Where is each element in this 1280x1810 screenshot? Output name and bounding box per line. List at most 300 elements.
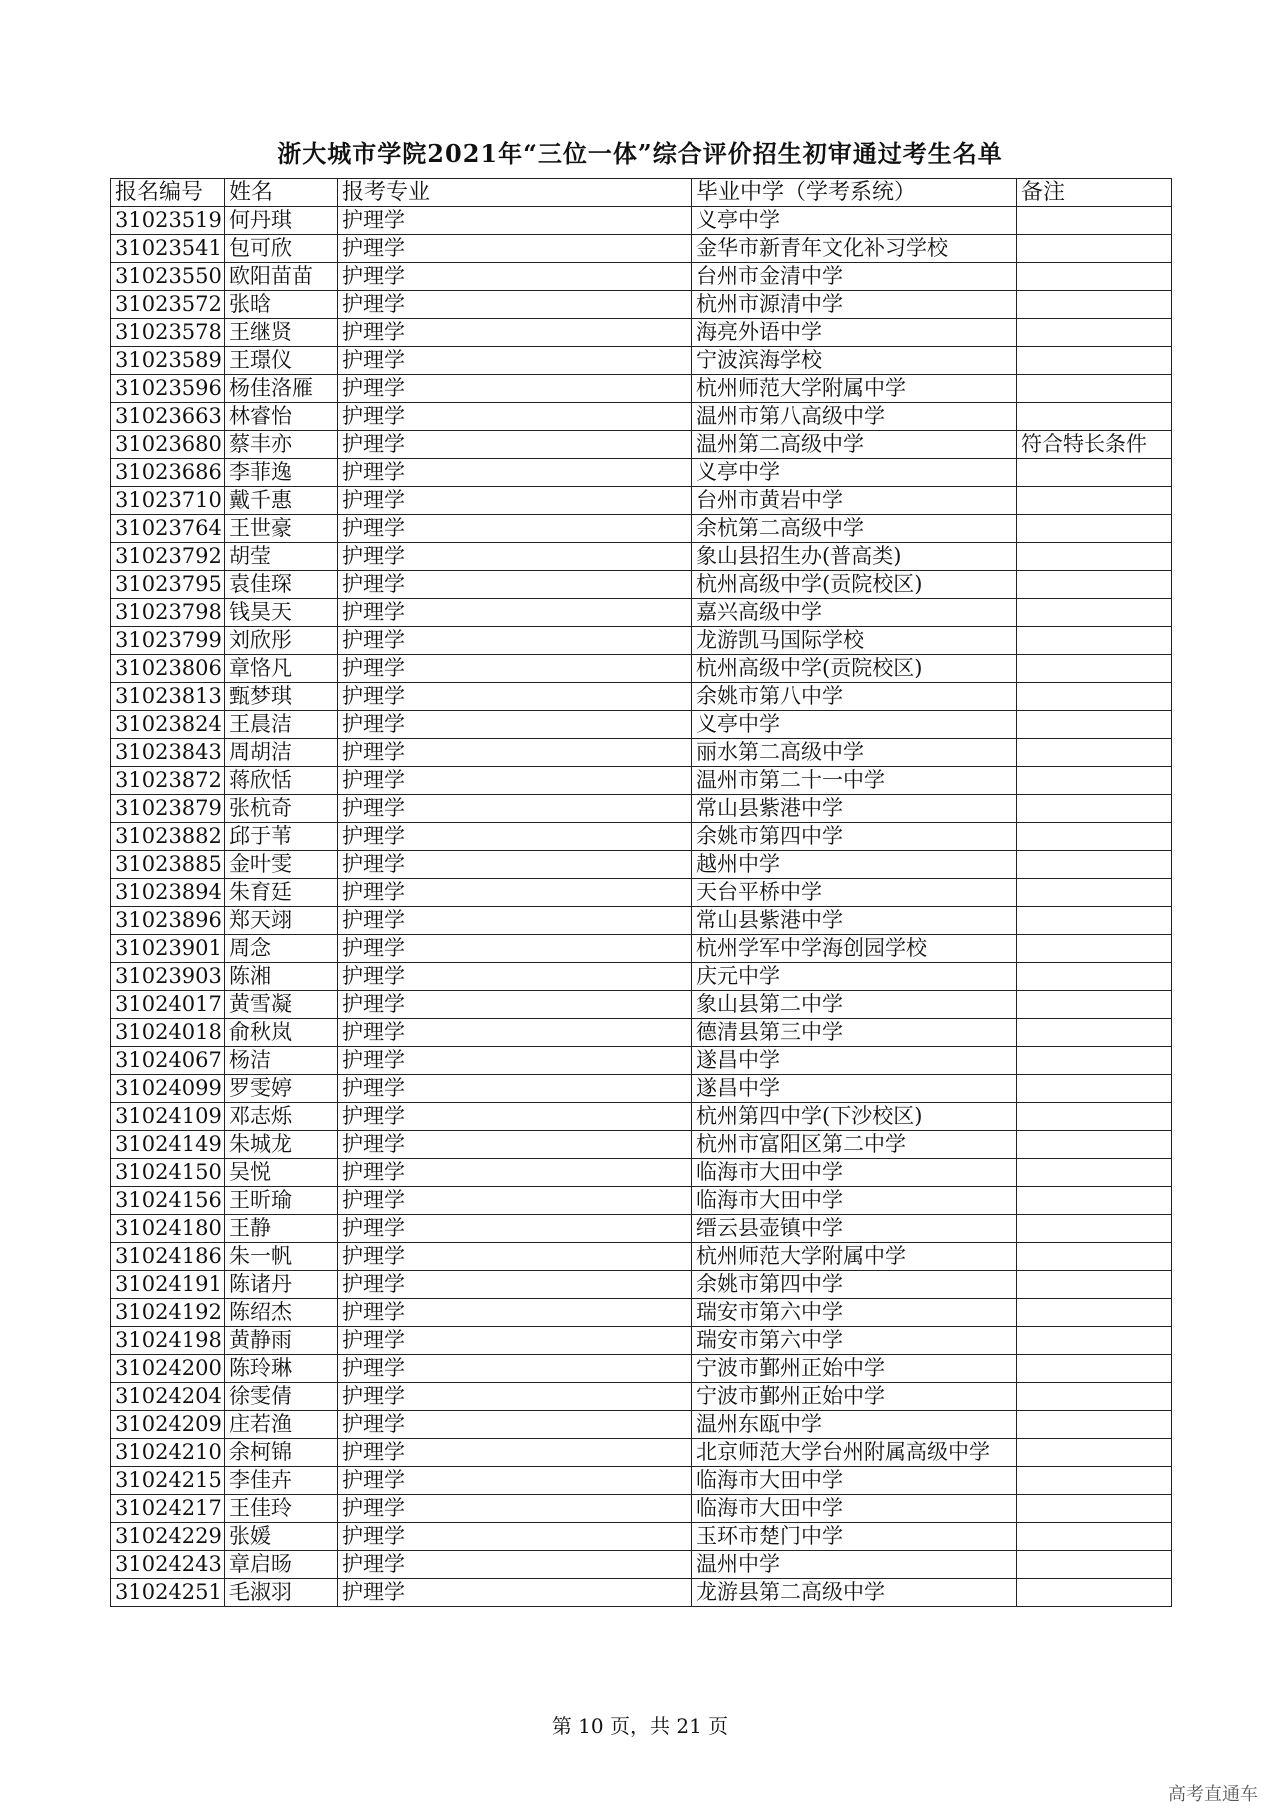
cell-registration-id: 31023680: [111, 431, 225, 459]
cell-remarks: [1017, 1495, 1172, 1523]
cell-school: 金华市新青年文化补习学校: [692, 235, 1017, 263]
table-row: [111, 795, 1172, 823]
cell-school: 台州市金清中学: [692, 263, 1017, 291]
cell-registration-id: 31023843: [111, 739, 225, 767]
header-school: 毕业中学（学考系统）: [692, 179, 1017, 207]
cell-name: 邓志烁: [225, 1103, 338, 1131]
table-row: [111, 1579, 1172, 1607]
cell-remarks: [1017, 879, 1172, 907]
table-row: [111, 907, 1172, 935]
cell-remarks: [1017, 1131, 1172, 1159]
cell-school: 余姚市第四中学: [692, 1271, 1017, 1299]
table-row: [111, 403, 1172, 431]
table-row: [111, 487, 1172, 515]
cell-school: 余姚市第八中学: [692, 683, 1017, 711]
cell-name: 陈湘: [225, 963, 338, 991]
table-row: [111, 515, 1172, 543]
cell-remarks: [1017, 1439, 1172, 1467]
cell-school: 杭州师范大学附属中学: [692, 1243, 1017, 1271]
cell-name: 朱一帆: [225, 1243, 338, 1271]
cell-registration-id: 31023710: [111, 487, 225, 515]
cell-remarks: [1017, 1579, 1172, 1607]
table-row: [111, 599, 1172, 627]
cell-major: 护理学: [338, 963, 692, 991]
cell-school: 杭州市源清中学: [692, 291, 1017, 319]
cell-remarks: [1017, 1467, 1172, 1495]
table-row: [111, 235, 1172, 263]
cell-name: 周念: [225, 935, 338, 963]
cell-major: 护理学: [338, 1299, 692, 1327]
cell-school: 常山县紫港中学: [692, 795, 1017, 823]
cell-school: 丽水第二高级中学: [692, 739, 1017, 767]
watermark-text: 高考直通车: [1168, 1784, 1258, 1805]
cell-major: 护理学: [338, 1411, 692, 1439]
page-number: 第 10 页，共 21 页: [551, 1714, 729, 1738]
cell-school: 临海市大田中学: [692, 1159, 1017, 1187]
cell-remarks: [1017, 1327, 1172, 1355]
table-row: [111, 991, 1172, 1019]
cell-name: 刘欣彤: [225, 627, 338, 655]
cell-school: 义亭中学: [692, 711, 1017, 739]
cell-registration-id: 31024180: [111, 1215, 225, 1243]
cell-major: 护理学: [338, 879, 692, 907]
cell-remarks: [1017, 1383, 1172, 1411]
cell-remarks: [1017, 907, 1172, 935]
cell-name: 张晗: [225, 291, 338, 319]
cell-major: 护理学: [338, 711, 692, 739]
cell-school: 义亭中学: [692, 207, 1017, 235]
cell-school: 遂昌中学: [692, 1075, 1017, 1103]
cell-school: 台州市黄岩中学: [692, 487, 1017, 515]
table-row: [111, 1159, 1172, 1187]
table-row: [111, 851, 1172, 879]
cell-name: 黄静雨: [225, 1327, 338, 1355]
cell-registration-id: 31023894: [111, 879, 225, 907]
cell-registration-id: 31024217: [111, 1495, 225, 1523]
cell-name: 何丹琪: [225, 207, 338, 235]
cell-major: 护理学: [338, 1103, 692, 1131]
cell-remarks: [1017, 1047, 1172, 1075]
cell-registration-id: 31024229: [111, 1523, 225, 1551]
cell-registration-id: 31024186: [111, 1243, 225, 1271]
cell-name: 袁佳琛: [225, 571, 338, 599]
cell-name: 毛淑羽: [225, 1579, 338, 1607]
cell-school: 温州中学: [692, 1551, 1017, 1579]
cell-registration-id: 31024150: [111, 1159, 225, 1187]
cell-remarks: [1017, 1299, 1172, 1327]
cell-remarks: [1017, 1019, 1172, 1047]
cell-remarks: [1017, 235, 1172, 263]
cell-registration-id: 31024243: [111, 1551, 225, 1579]
cell-major: 护理学: [338, 739, 692, 767]
cell-school: 温州东瓯中学: [692, 1411, 1017, 1439]
cell-name: 李菲逸: [225, 459, 338, 487]
cell-registration-id: 31023879: [111, 795, 225, 823]
cell-school: 温州市第八高级中学: [692, 403, 1017, 431]
cell-major: 护理学: [338, 907, 692, 935]
cell-major: 护理学: [338, 767, 692, 795]
cell-school: 德清县第三中学: [692, 1019, 1017, 1047]
table-row: [111, 1047, 1172, 1075]
cell-registration-id: 31024017: [111, 991, 225, 1019]
table-row: [111, 683, 1172, 711]
cell-name: 罗雯婷: [225, 1075, 338, 1103]
cell-school: 天台平桥中学: [692, 879, 1017, 907]
cell-remarks: [1017, 1243, 1172, 1271]
cell-name: 林睿怡: [225, 403, 338, 431]
cell-remarks: [1017, 739, 1172, 767]
cell-name: 邱于苇: [225, 823, 338, 851]
cell-remarks: [1017, 1187, 1172, 1215]
cell-name: 李佳卉: [225, 1467, 338, 1495]
cell-major: 护理学: [338, 1495, 692, 1523]
cell-major: 护理学: [338, 1551, 692, 1579]
cell-remarks: [1017, 1523, 1172, 1551]
cell-registration-id: 31023795: [111, 571, 225, 599]
cell-school: 象山县招生办(普高类): [692, 543, 1017, 571]
cell-major: 护理学: [338, 207, 692, 235]
table-row: [111, 627, 1172, 655]
cell-major: 护理学: [338, 459, 692, 487]
cell-name: 徐雯倩: [225, 1383, 338, 1411]
cell-remarks: [1017, 263, 1172, 291]
cell-school: 瑞安市第六中学: [692, 1299, 1017, 1327]
cell-registration-id: 31023872: [111, 767, 225, 795]
cell-major: 护理学: [338, 851, 692, 879]
cell-major: 护理学: [338, 375, 692, 403]
cell-school: 杭州市富阳区第二中学: [692, 1131, 1017, 1159]
cell-registration-id: 31024251: [111, 1579, 225, 1607]
cell-major: 护理学: [338, 935, 692, 963]
table-row: [111, 431, 1172, 459]
header-name: 姓名: [225, 179, 338, 207]
cell-registration-id: 31024215: [111, 1467, 225, 1495]
cell-major: 护理学: [338, 571, 692, 599]
cell-school: 玉环市楚门中学: [692, 1523, 1017, 1551]
cell-remarks: [1017, 1551, 1172, 1579]
cell-school: 遂昌中学: [692, 1047, 1017, 1075]
cell-name: 章启旸: [225, 1551, 338, 1579]
cell-registration-id: 31023901: [111, 935, 225, 963]
cell-school: 余杭第二高级中学: [692, 515, 1017, 543]
cell-school: 瑞安市第六中学: [692, 1327, 1017, 1355]
table-row: [111, 823, 1172, 851]
candidate-table: [110, 178, 1172, 1607]
cell-registration-id: 31024198: [111, 1327, 225, 1355]
cell-name: 金叶雯: [225, 851, 338, 879]
cell-name: 庄若渔: [225, 1411, 338, 1439]
table-row: [111, 1131, 1172, 1159]
cell-registration-id: 31023806: [111, 655, 225, 683]
cell-registration-id: 31024204: [111, 1383, 225, 1411]
cell-name: 周胡洁: [225, 739, 338, 767]
cell-remarks: [1017, 207, 1172, 235]
cell-remarks: [1017, 459, 1172, 487]
cell-remarks: [1017, 291, 1172, 319]
cell-registration-id: 31023596: [111, 375, 225, 403]
cell-major: 护理学: [338, 1215, 692, 1243]
cell-school: 庆元中学: [692, 963, 1017, 991]
cell-major: 护理学: [338, 1047, 692, 1075]
table-row: [111, 655, 1172, 683]
cell-name: 蔡丰亦: [225, 431, 338, 459]
cell-major: 护理学: [338, 1579, 692, 1607]
cell-major: 护理学: [338, 1131, 692, 1159]
cell-major: 护理学: [338, 991, 692, 1019]
cell-school: 临海市大田中学: [692, 1495, 1017, 1523]
table-row: [111, 375, 1172, 403]
cell-registration-id: 31023686: [111, 459, 225, 487]
cell-major: 护理学: [338, 543, 692, 571]
cell-school: 临海市大田中学: [692, 1187, 1017, 1215]
cell-registration-id: 31024192: [111, 1299, 225, 1327]
cell-major: 护理学: [338, 1159, 692, 1187]
table-row: [111, 1383, 1172, 1411]
cell-school: 宁波滨海学校: [692, 347, 1017, 375]
cell-remarks: [1017, 963, 1172, 991]
cell-name: 黄雪凝: [225, 991, 338, 1019]
cell-registration-id: 31023663: [111, 403, 225, 431]
cell-school: 杭州第四中学(下沙校区): [692, 1103, 1017, 1131]
document-title: 浙大城市学院2021年“三位一体”综合评价招生初审通过考生名单: [277, 139, 1003, 168]
cell-name: 郑天翊: [225, 907, 338, 935]
table-row: [111, 319, 1172, 347]
cell-registration-id: 31023799: [111, 627, 225, 655]
cell-name: 余柯锦: [225, 1439, 338, 1467]
cell-remarks: [1017, 319, 1172, 347]
cell-name: 王继贤: [225, 319, 338, 347]
cell-major: 护理学: [338, 795, 692, 823]
cell-remarks: [1017, 515, 1172, 543]
cell-name: 陈诸丹: [225, 1271, 338, 1299]
cell-registration-id: 31023764: [111, 515, 225, 543]
cell-registration-id: 31023896: [111, 907, 225, 935]
cell-registration-id: 31023589: [111, 347, 225, 375]
cell-name: 章恪凡: [225, 655, 338, 683]
cell-registration-id: 31023882: [111, 823, 225, 851]
cell-remarks: [1017, 487, 1172, 515]
cell-school: 杭州师范大学附属中学: [692, 375, 1017, 403]
cell-major: 护理学: [338, 319, 692, 347]
cell-registration-id: 31023813: [111, 683, 225, 711]
table-row: [111, 879, 1172, 907]
cell-name: 王佳玲: [225, 1495, 338, 1523]
header-registration-id: 报名编号: [111, 179, 225, 207]
table-row: [111, 207, 1172, 235]
table-row: [111, 1439, 1172, 1467]
cell-major: 护理学: [338, 515, 692, 543]
table-row: [111, 1271, 1172, 1299]
cell-major: 护理学: [338, 599, 692, 627]
cell-school: 常山县紫港中学: [692, 907, 1017, 935]
cell-school: 温州市第二十一中学: [692, 767, 1017, 795]
cell-major: 护理学: [338, 235, 692, 263]
cell-remarks: [1017, 1215, 1172, 1243]
table-row: [111, 1523, 1172, 1551]
cell-major: 护理学: [338, 1355, 692, 1383]
cell-registration-id: 31024209: [111, 1411, 225, 1439]
cell-name: 钱昊天: [225, 599, 338, 627]
cell-name: 戴千惠: [225, 487, 338, 515]
table-row: [111, 1495, 1172, 1523]
table-row: [111, 1215, 1172, 1243]
cell-name: 张杭奇: [225, 795, 338, 823]
cell-major: 护理学: [338, 1467, 692, 1495]
table-row: [111, 1467, 1172, 1495]
table-header-row: [111, 179, 1172, 207]
cell-major: 护理学: [338, 1439, 692, 1467]
cell-school: 嘉兴高级中学: [692, 599, 1017, 627]
table-row: [111, 1299, 1172, 1327]
table-row: [111, 291, 1172, 319]
table-row: [111, 543, 1172, 571]
table-row: [111, 1355, 1172, 1383]
cell-remarks: [1017, 347, 1172, 375]
cell-name: 陈绍杰: [225, 1299, 338, 1327]
cell-school: 龙游凯马国际学校: [692, 627, 1017, 655]
cell-registration-id: 31024099: [111, 1075, 225, 1103]
table-row: [111, 1075, 1172, 1103]
cell-registration-id: 31023519: [111, 207, 225, 235]
cell-major: 护理学: [338, 487, 692, 515]
cell-name: 王静: [225, 1215, 338, 1243]
cell-remarks: [1017, 375, 1172, 403]
cell-registration-id: 31023885: [111, 851, 225, 879]
cell-name: 王晨洁: [225, 711, 338, 739]
table-row: [111, 459, 1172, 487]
header-major: 报考专业: [338, 179, 692, 207]
cell-remarks: [1017, 571, 1172, 599]
cell-major: 护理学: [338, 431, 692, 459]
cell-remarks: [1017, 1355, 1172, 1383]
cell-school: 杭州高级中学(贡院校区): [692, 571, 1017, 599]
cell-remarks: [1017, 711, 1172, 739]
cell-school: 龙游县第二高级中学: [692, 1579, 1017, 1607]
cell-school: 杭州高级中学(贡院校区): [692, 655, 1017, 683]
header-remarks: 备注: [1017, 179, 1172, 207]
cell-name: 包可欣: [225, 235, 338, 263]
cell-major: 护理学: [338, 263, 692, 291]
cell-registration-id: 31023578: [111, 319, 225, 347]
cell-name: 陈玲琳: [225, 1355, 338, 1383]
cell-remarks: [1017, 1271, 1172, 1299]
cell-name: 杨佳洛雁: [225, 375, 338, 403]
cell-school: 缙云县壶镇中学: [692, 1215, 1017, 1243]
cell-school: 温州第二高级中学: [692, 431, 1017, 459]
table-row: [111, 571, 1172, 599]
cell-registration-id: 31024067: [111, 1047, 225, 1075]
table-row: [111, 1187, 1172, 1215]
cell-school: 义亭中学: [692, 459, 1017, 487]
cell-major: 护理学: [338, 403, 692, 431]
cell-major: 护理学: [338, 1187, 692, 1215]
cell-registration-id: 31024018: [111, 1019, 225, 1047]
cell-name: 胡莹: [225, 543, 338, 571]
cell-major: 护理学: [338, 627, 692, 655]
cell-remarks: [1017, 851, 1172, 879]
cell-name: 王昕瑜: [225, 1187, 338, 1215]
cell-remarks: [1017, 627, 1172, 655]
table-row: [111, 1243, 1172, 1271]
cell-registration-id: 31023824: [111, 711, 225, 739]
cell-name: 张媛: [225, 1523, 338, 1551]
cell-school: 海亮外语中学: [692, 319, 1017, 347]
cell-remarks: [1017, 655, 1172, 683]
cell-remarks: [1017, 991, 1172, 1019]
cell-school: 宁波市鄞州正始中学: [692, 1383, 1017, 1411]
table-row: [111, 347, 1172, 375]
table-row: [111, 767, 1172, 795]
cell-major: 护理学: [338, 1075, 692, 1103]
cell-registration-id: 31024191: [111, 1271, 225, 1299]
cell-registration-id: 31024156: [111, 1187, 225, 1215]
cell-school: 余姚市第四中学: [692, 823, 1017, 851]
cell-registration-id: 31024109: [111, 1103, 225, 1131]
table-row: [111, 1103, 1172, 1131]
cell-name: 欧阳苗苗: [225, 263, 338, 291]
cell-registration-id: 31023903: [111, 963, 225, 991]
cell-school: 杭州学军中学海创园学校: [692, 935, 1017, 963]
cell-major: 护理学: [338, 1271, 692, 1299]
cell-major: 护理学: [338, 823, 692, 851]
cell-major: 护理学: [338, 1383, 692, 1411]
cell-name: 王璟仪: [225, 347, 338, 375]
cell-registration-id: 31023792: [111, 543, 225, 571]
cell-remarks: [1017, 1103, 1172, 1131]
cell-major: 护理学: [338, 1523, 692, 1551]
cell-registration-id: 31023798: [111, 599, 225, 627]
cell-remarks: [1017, 935, 1172, 963]
cell-remarks: [1017, 1411, 1172, 1439]
cell-name: 甄梦琪: [225, 683, 338, 711]
cell-school: 宁波市鄞州正始中学: [692, 1355, 1017, 1383]
cell-major: 护理学: [338, 683, 692, 711]
cell-name: 朱育廷: [225, 879, 338, 907]
cell-remarks: 符合特长条件: [1017, 431, 1172, 459]
cell-registration-id: 31023541: [111, 235, 225, 263]
cell-name: 蒋欣恬: [225, 767, 338, 795]
table-row: [111, 1411, 1172, 1439]
cell-name: 王世豪: [225, 515, 338, 543]
cell-school: 象山县第二中学: [692, 991, 1017, 1019]
table-row: [111, 1551, 1172, 1579]
cell-registration-id: 31024200: [111, 1355, 225, 1383]
table-row: [111, 1327, 1172, 1355]
cell-major: 护理学: [338, 347, 692, 375]
cell-school: 临海市大田中学: [692, 1467, 1017, 1495]
cell-remarks: [1017, 599, 1172, 627]
cell-major: 护理学: [338, 1327, 692, 1355]
table-row: [111, 711, 1172, 739]
cell-remarks: [1017, 683, 1172, 711]
cell-remarks: [1017, 403, 1172, 431]
cell-name: 杨洁: [225, 1047, 338, 1075]
cell-remarks: [1017, 1075, 1172, 1103]
cell-name: 吴悦: [225, 1159, 338, 1187]
table-row: [111, 263, 1172, 291]
table-row: [111, 963, 1172, 991]
table-row: [111, 739, 1172, 767]
cell-registration-id: 31024210: [111, 1439, 225, 1467]
cell-major: 护理学: [338, 1019, 692, 1047]
cell-remarks: [1017, 795, 1172, 823]
cell-registration-id: 31023550: [111, 263, 225, 291]
cell-major: 护理学: [338, 655, 692, 683]
table-row: [111, 1019, 1172, 1047]
cell-registration-id: 31023572: [111, 291, 225, 319]
cell-remarks: [1017, 823, 1172, 851]
cell-name: 朱城龙: [225, 1131, 338, 1159]
